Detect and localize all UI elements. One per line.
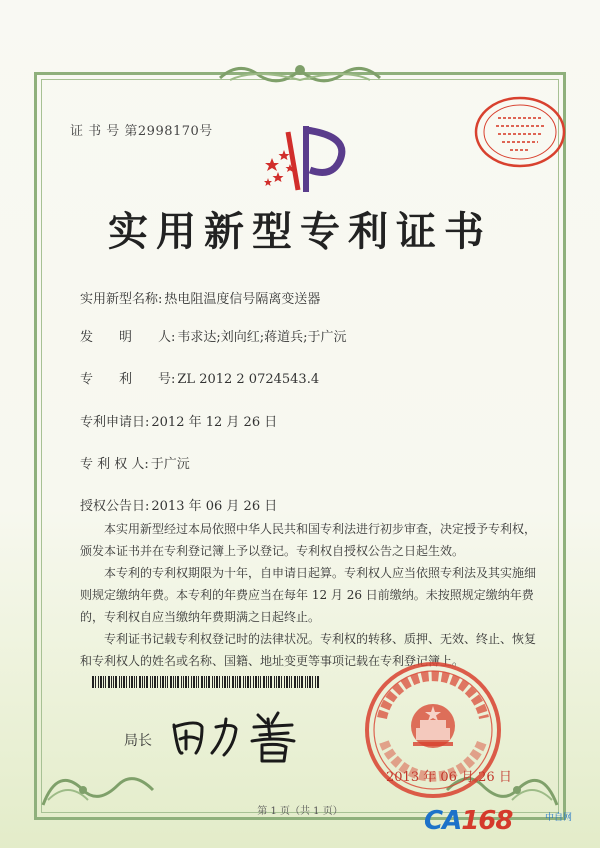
field-patent-number bbox=[80, 368, 319, 387]
field-value: 2012 年 12 月 26 日 bbox=[151, 415, 278, 430]
field-value: 热电阻温度信号隔离变送器 bbox=[164, 292, 321, 307]
watermark-number: 168 bbox=[461, 806, 513, 836]
watermark-subtitle: 中自网 bbox=[545, 813, 573, 823]
field-label: 专 利 权 人: bbox=[80, 457, 149, 472]
top-right-seal-icon bbox=[470, 92, 570, 172]
seal-date: 2013 年 06 月 26 日 bbox=[386, 770, 512, 785]
certificate-title: 实用新型专利证书 bbox=[108, 208, 492, 255]
field-value: ZL 2012 2 0724543.4 bbox=[177, 372, 320, 387]
watermark-brand: CA bbox=[424, 806, 462, 836]
field-label: 专 利 号: bbox=[80, 372, 176, 387]
director-label: 局长 bbox=[124, 733, 152, 749]
patent-office-logo-icon bbox=[258, 120, 358, 198]
certificate-number: 证 书 号 第2998170号 bbox=[70, 124, 213, 139]
field-value: 于广沅 bbox=[150, 457, 190, 472]
barcode-icon bbox=[92, 676, 322, 688]
field-value: 韦求达;刘向红;蒋道兵;于广沅 bbox=[177, 330, 347, 345]
field-value: 2013 年 06 月 26 日 bbox=[151, 499, 278, 514]
page-indicator: 第 1 页（共 1 页） bbox=[257, 806, 343, 817]
paragraph: 本实用新型经过本局依照中华人民共和国专利法进行初步审查，决定授予专利权，颁发本证书并在专利登记簿上予以登记。专利权自授权公告之日起生效。 bbox=[80, 522, 537, 558]
site-watermark bbox=[424, 806, 512, 836]
field-label: 专利申请日: bbox=[80, 415, 150, 430]
field-filing-date bbox=[80, 411, 277, 430]
top-ornament-icon bbox=[210, 58, 390, 88]
field-label: 实用新型名称: bbox=[80, 292, 163, 307]
certificate-body bbox=[80, 518, 540, 672]
paragraph: 本专利的专利权期限为十年，自申请日起算。专利权人应当依照专利法及其实施细则规定缴纳年费。本专利的年费应当在每年 12 月 26 日前缴纳。未按照规定缴纳年费的，专利权自应当缴纳年费期满之日起终止。 bbox=[80, 566, 537, 624]
field-label: 授权公告日: bbox=[80, 499, 150, 514]
field-utility-model-name bbox=[80, 288, 320, 307]
field-label: 发 明 人: bbox=[80, 330, 176, 345]
director-signature-icon bbox=[168, 705, 308, 765]
field-grant-date bbox=[80, 495, 277, 514]
paragraph: 专利证书记载专利权登记时的法律状况。专利权的转移、质押、无效、终止、恢复和专利权人的姓名或名称、国籍、地址变更等事项记载在专利登记簿上。 bbox=[80, 632, 537, 668]
field-patent-holder bbox=[80, 453, 190, 472]
field-inventors bbox=[80, 326, 347, 345]
